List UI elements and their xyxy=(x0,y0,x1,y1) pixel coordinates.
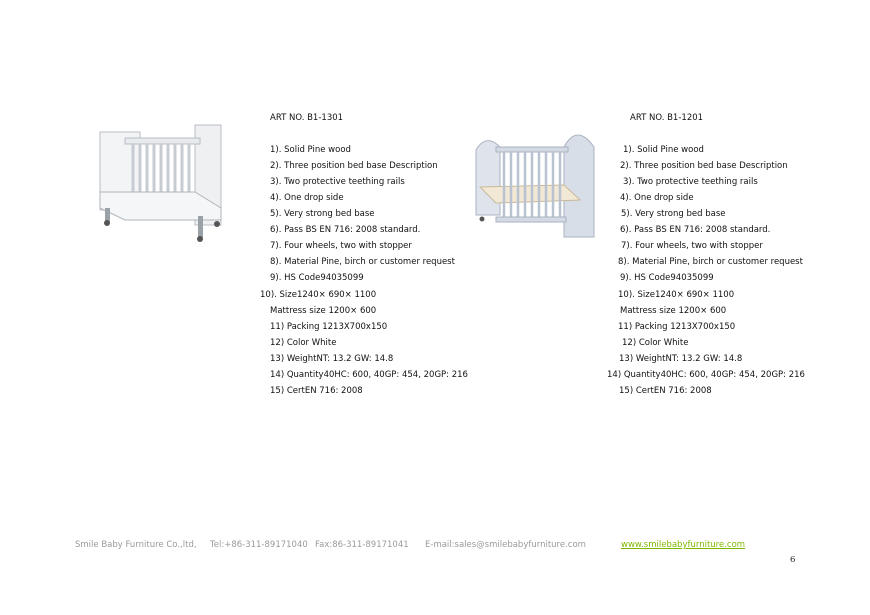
spec-line: 13) WeightNT: 13.2 GW: 14.8 xyxy=(270,354,394,364)
spec-line: Mattress size 1200× 600 xyxy=(620,306,727,316)
spec-line: 8). Material Pine, birch or customer request xyxy=(270,257,455,267)
spec-line: 10). Size1240× 690× 1100 xyxy=(618,290,735,300)
spec-line: 7). Four wheels, two with stopper xyxy=(270,241,412,251)
spec-line: Mattress size 1200× 600 xyxy=(270,306,377,316)
spec-line: 5). Very strong bed base xyxy=(270,209,375,219)
spec-line: 11) Packing 1213X700x150 xyxy=(270,322,388,332)
art-number: ART NO. B1-1301 xyxy=(270,113,344,123)
spec-line: 4). One drop side xyxy=(270,193,344,203)
spec-line: 1). Solid Pine wood xyxy=(623,145,704,155)
spec-line: 14) Quantity40HC: 600, 40GP: 454, 20GP: 216 xyxy=(607,370,805,380)
footer-company: Smile Baby Furniture Co.,ltd, xyxy=(75,540,197,550)
spec-line: 6). Pass BS EN 716: 2008 standard. xyxy=(620,225,771,235)
spec-line: 9). HS Code94035099 xyxy=(620,273,714,283)
spec-line: 9). HS Code94035099 xyxy=(270,273,364,283)
footer-email: E-mail:sales@smilebabyfurniture.com xyxy=(425,540,586,550)
spec-line: 5). Very strong bed base xyxy=(621,209,726,219)
spec-line: 6). Pass BS EN 716: 2008 standard. xyxy=(270,225,421,235)
footer-website-link[interactable]: www.smilebabyfurniture.com xyxy=(621,540,746,550)
footer-fax: Fax:86-311-89171041 xyxy=(315,540,409,550)
footer-tel: Tel:+86-311-89171040 xyxy=(210,540,308,550)
spec-line: 13) WeightNT: 13.2 GW: 14.8 xyxy=(619,354,743,364)
page-number: 6 xyxy=(790,555,796,565)
spec-line: 4). One drop side xyxy=(620,193,694,203)
spec-line: 3). Two protective teething rails xyxy=(270,177,405,187)
spec-line: 15) CertEN 716: 2008 xyxy=(619,386,712,396)
art-number: ART NO. B1-1201 xyxy=(630,113,704,123)
spec-line: 12) Color White xyxy=(270,338,337,348)
spec-line: 12) Color White xyxy=(622,338,689,348)
spec-line: 11) Packing 1213X700x150 xyxy=(618,322,736,332)
spec-line: 1). Solid Pine wood xyxy=(270,145,351,155)
spec-line: 15) CertEN 716: 2008 xyxy=(270,386,363,396)
spec-line: 7). Four wheels, two with stopper xyxy=(621,241,763,251)
spec-line: 2). Three position bed base Description xyxy=(270,161,438,171)
spec-line: 2). Three position bed base Description xyxy=(620,161,788,171)
spec-line: 14) Quantity40HC: 600, 40GP: 454, 20GP: 216 xyxy=(270,370,468,380)
spec-line: 8). Material Pine, birch or customer request xyxy=(618,257,803,267)
crib-image-b1-1301 xyxy=(95,120,230,245)
crib-image-b1-1201 xyxy=(472,125,602,245)
spec-line: 3). Two protective teething rails xyxy=(623,177,758,187)
spec-line: 10). Size1240× 690× 1100 xyxy=(260,290,377,300)
